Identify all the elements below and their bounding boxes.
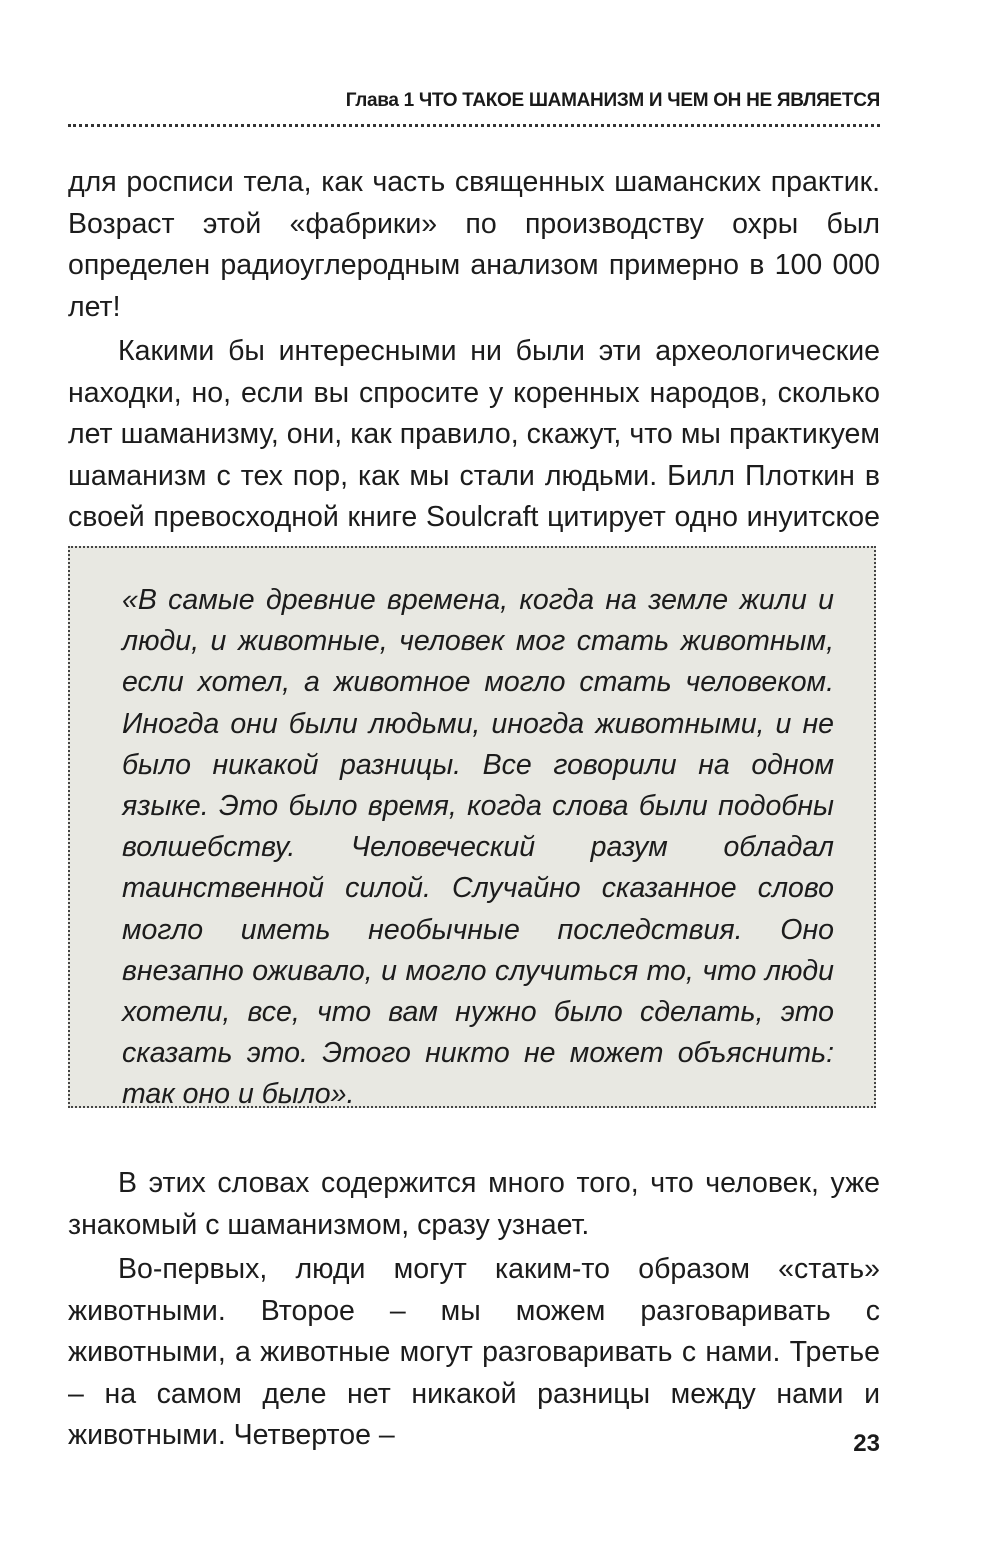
paragraph-recognition: В этих словах содержится много того, что человек, уже знакомый с шаманизмом, сразу узнает. bbox=[68, 1167, 880, 1241]
paragraph-continued: для росписи тела, как часть священных шаманских практик. Возраст этой «фабрики» по производству охры был определен радиоуглеродным анализом примерно в 100 000 лет! bbox=[68, 166, 880, 323]
paragraph-firstly: Во-первых, люди могут каким-то образом «стать» животными. Второе – мы можем разговаривать с животными, а животные могут разговаривать с нами. Третье – на самом деле нет никакой разницы между нами и животными. Четвертое – bbox=[68, 1253, 880, 1451]
page-number: 23 bbox=[853, 1430, 880, 1457]
quote-box bbox=[68, 546, 876, 1111]
inuit-quote: «В самые древние времена, когда на земле жили и люди, и животные, человек мог стать животным, если хотел, а животное могло стать человеком. Иногда они были людьми, иногда животными, и не было никакой разницы. Все говорили на одном языке. Это было время, когда слова были подобны волшебству. Человеческий разум обладал таинственной силой. Случайно сказанное слово могло иметь необычные последствия. Оно внезапно оживало, и могло случиться то, что люди хотели, все, что вам нужно было сделать, это сказать это. Этого никто не может объяснить: так оно и было». bbox=[122, 584, 834, 1111]
running-head: Глава 1 ЧТО ТАКОЕ ШАМАНИЗМ И ЧЕМ ОН НЕ ЯВЛЯЕТСЯ bbox=[345, 90, 880, 111]
header-divider bbox=[68, 124, 880, 127]
paragraph-archaeology: Какими бы интересными ни были эти археологические находки, но, если вы спросите у коренных народов, сколько лет шаманизму, они, как правило, скажут, что мы практикуем шаманизм с тех пор, как мы стали людьми. Билл Плоткин в своей превосходной книге Soulcraft цитирует одно инуитское bbox=[68, 335, 880, 533]
body-text-bottom bbox=[68, 1160, 880, 1457]
body-text-top bbox=[68, 162, 880, 580]
